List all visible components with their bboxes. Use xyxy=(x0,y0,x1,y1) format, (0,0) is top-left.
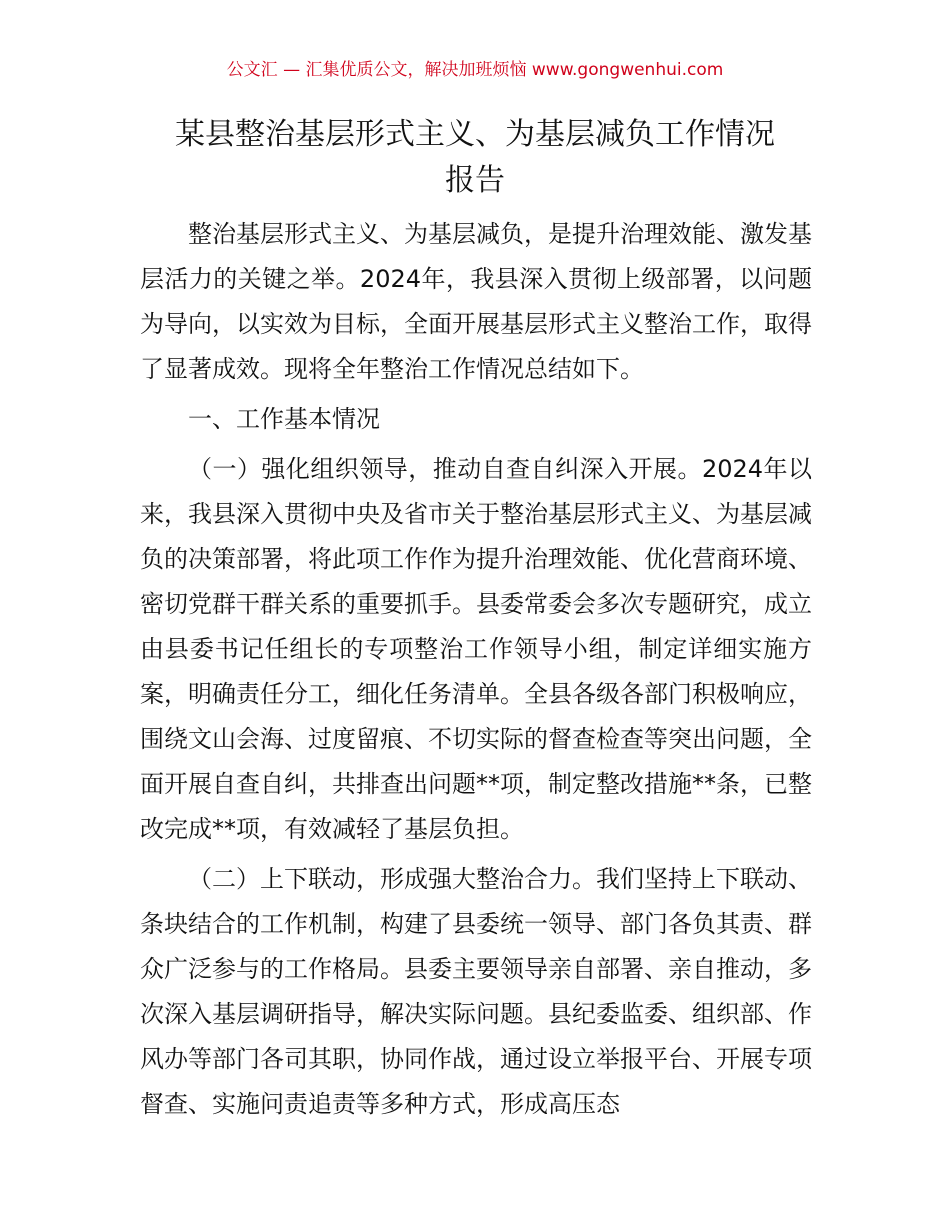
site-header-banner[interactable]: 公文汇 — 汇集优质公文，解决加班烦恼 www.gongwenhui.com xyxy=(226,60,724,80)
section-heading-basic-situation: 一、工作基本情况 xyxy=(188,405,380,433)
paragraph-intro: 整治基层形式主义、为基层减负，是提升治理效能、激发基层活力的关键之举。2024年，我县深入贯彻上级部署，以问题为导向，以实效为目标，全面开展基层形式主义整治工作，取得了显著成效。现将全年整治工作情况总结如下。 xyxy=(140,220,812,383)
document-title-line-1: 某县整治基层形式主义、为基层减负工作情况 xyxy=(175,117,775,152)
document-title-line-2: 报告 xyxy=(445,163,505,198)
document-title xyxy=(140,112,810,204)
document-body xyxy=(140,212,812,1127)
paragraph-section-2: （二）上下联动，形成强大整治合力。我们坚持上下联动、条块结合的工作机制，构建了县委统一领导、部门各负其责、群众广泛参与的工作格局。县委主要领导亲自部署、亲自推动，多次深入基层调研指导，解决实际问题。县纪委监委、组织部、作风办等部门各司其职，协同作战，通过设立举报平台、开展专项督查、实施问责追责等多种方式，形成高压态 xyxy=(140,865,812,1118)
paragraph-section-1: （一）强化组织领导，推动自查自纠深入开展。2024年以来，我县深入贯彻中央及省市关于整治基层形式主义、为基层减负的决策部署，将此项工作作为提升治理效能、优化营商环境、密切党群干群关系的重要抓手。县委常委会多次专题研究，成立由县委书记任组长的专项整治工作领导小组，制定详细实施方案，明确责任分工，细化任务清单。全县各级各部门积极响应，围绕文山会海、过度留痕、不切实际的督查检查等突出问题，全面开展自查自纠，共排查出问题**项，制定整改措施**条，已整改完成**项，有效减轻了基层负担。 xyxy=(140,455,812,843)
